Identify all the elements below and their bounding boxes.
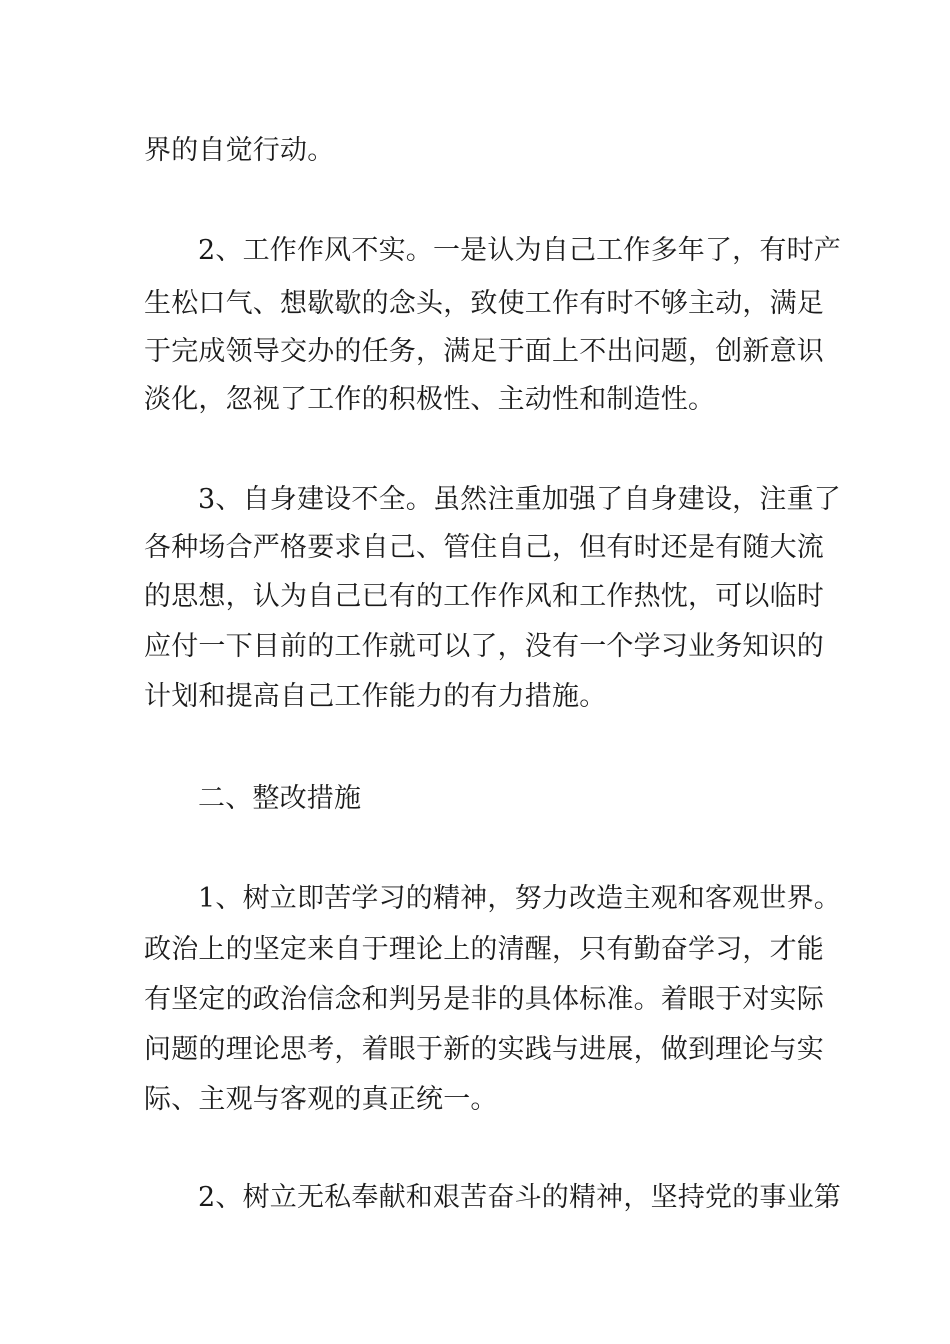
paragraph-line: 问题的理论思考，着眼于新的实践与进展，做到理论与实 [144, 1034, 824, 1065]
paragraph-line: 有坚定的政治信念和判另是非的具体标准。着眼于对实际 [144, 984, 824, 1015]
paragraph-line: 应付一下目前的工作就可以了，没有一个学习业务知识的 [144, 631, 824, 662]
paragraph-line: 于完成领导交办的任务，满足于面上不出问题，创新意识 [144, 336, 824, 367]
paragraph-line: 2、树立无私奉献和艰苦奋斗的精神，坚持党的事业第 [198, 1182, 841, 1213]
paragraph-line: 1、树立即苦学习的精神，努力改造主观和客观世界。 [198, 883, 841, 914]
paragraph-line: 2、工作作风不实。一是认为自己工作多年了，有时产 [198, 235, 841, 266]
paragraph-line: 各种场合严格要求自己、管住自己，但有时还是有随大流 [144, 532, 824, 563]
paragraph-line: 的思想，认为自己已有的工作作风和工作热忱，可以临时 [144, 581, 824, 612]
paragraph-line: 生松口气、想歇歇的念头，致使工作有时不够主动，满足 [144, 288, 824, 319]
paragraph-line: 政治上的坚定来自于理论上的清醒，只有勤奋学习，才能 [144, 934, 824, 965]
paragraph-line: 际、主观与客观的真正统一。 [144, 1084, 498, 1115]
paragraph-line: 界的自觉行动。 [144, 135, 335, 166]
section-heading: 二、整改措施 [198, 783, 362, 814]
paragraph-line: 3、自身建设不全。虽然注重加强了自身建设，注重了 [198, 484, 841, 515]
paragraph-line: 计划和提高自己工作能力的有力措施。 [144, 681, 607, 712]
paragraph-line: 淡化，忽视了工作的积极性、主动性和制造性。 [144, 384, 716, 415]
